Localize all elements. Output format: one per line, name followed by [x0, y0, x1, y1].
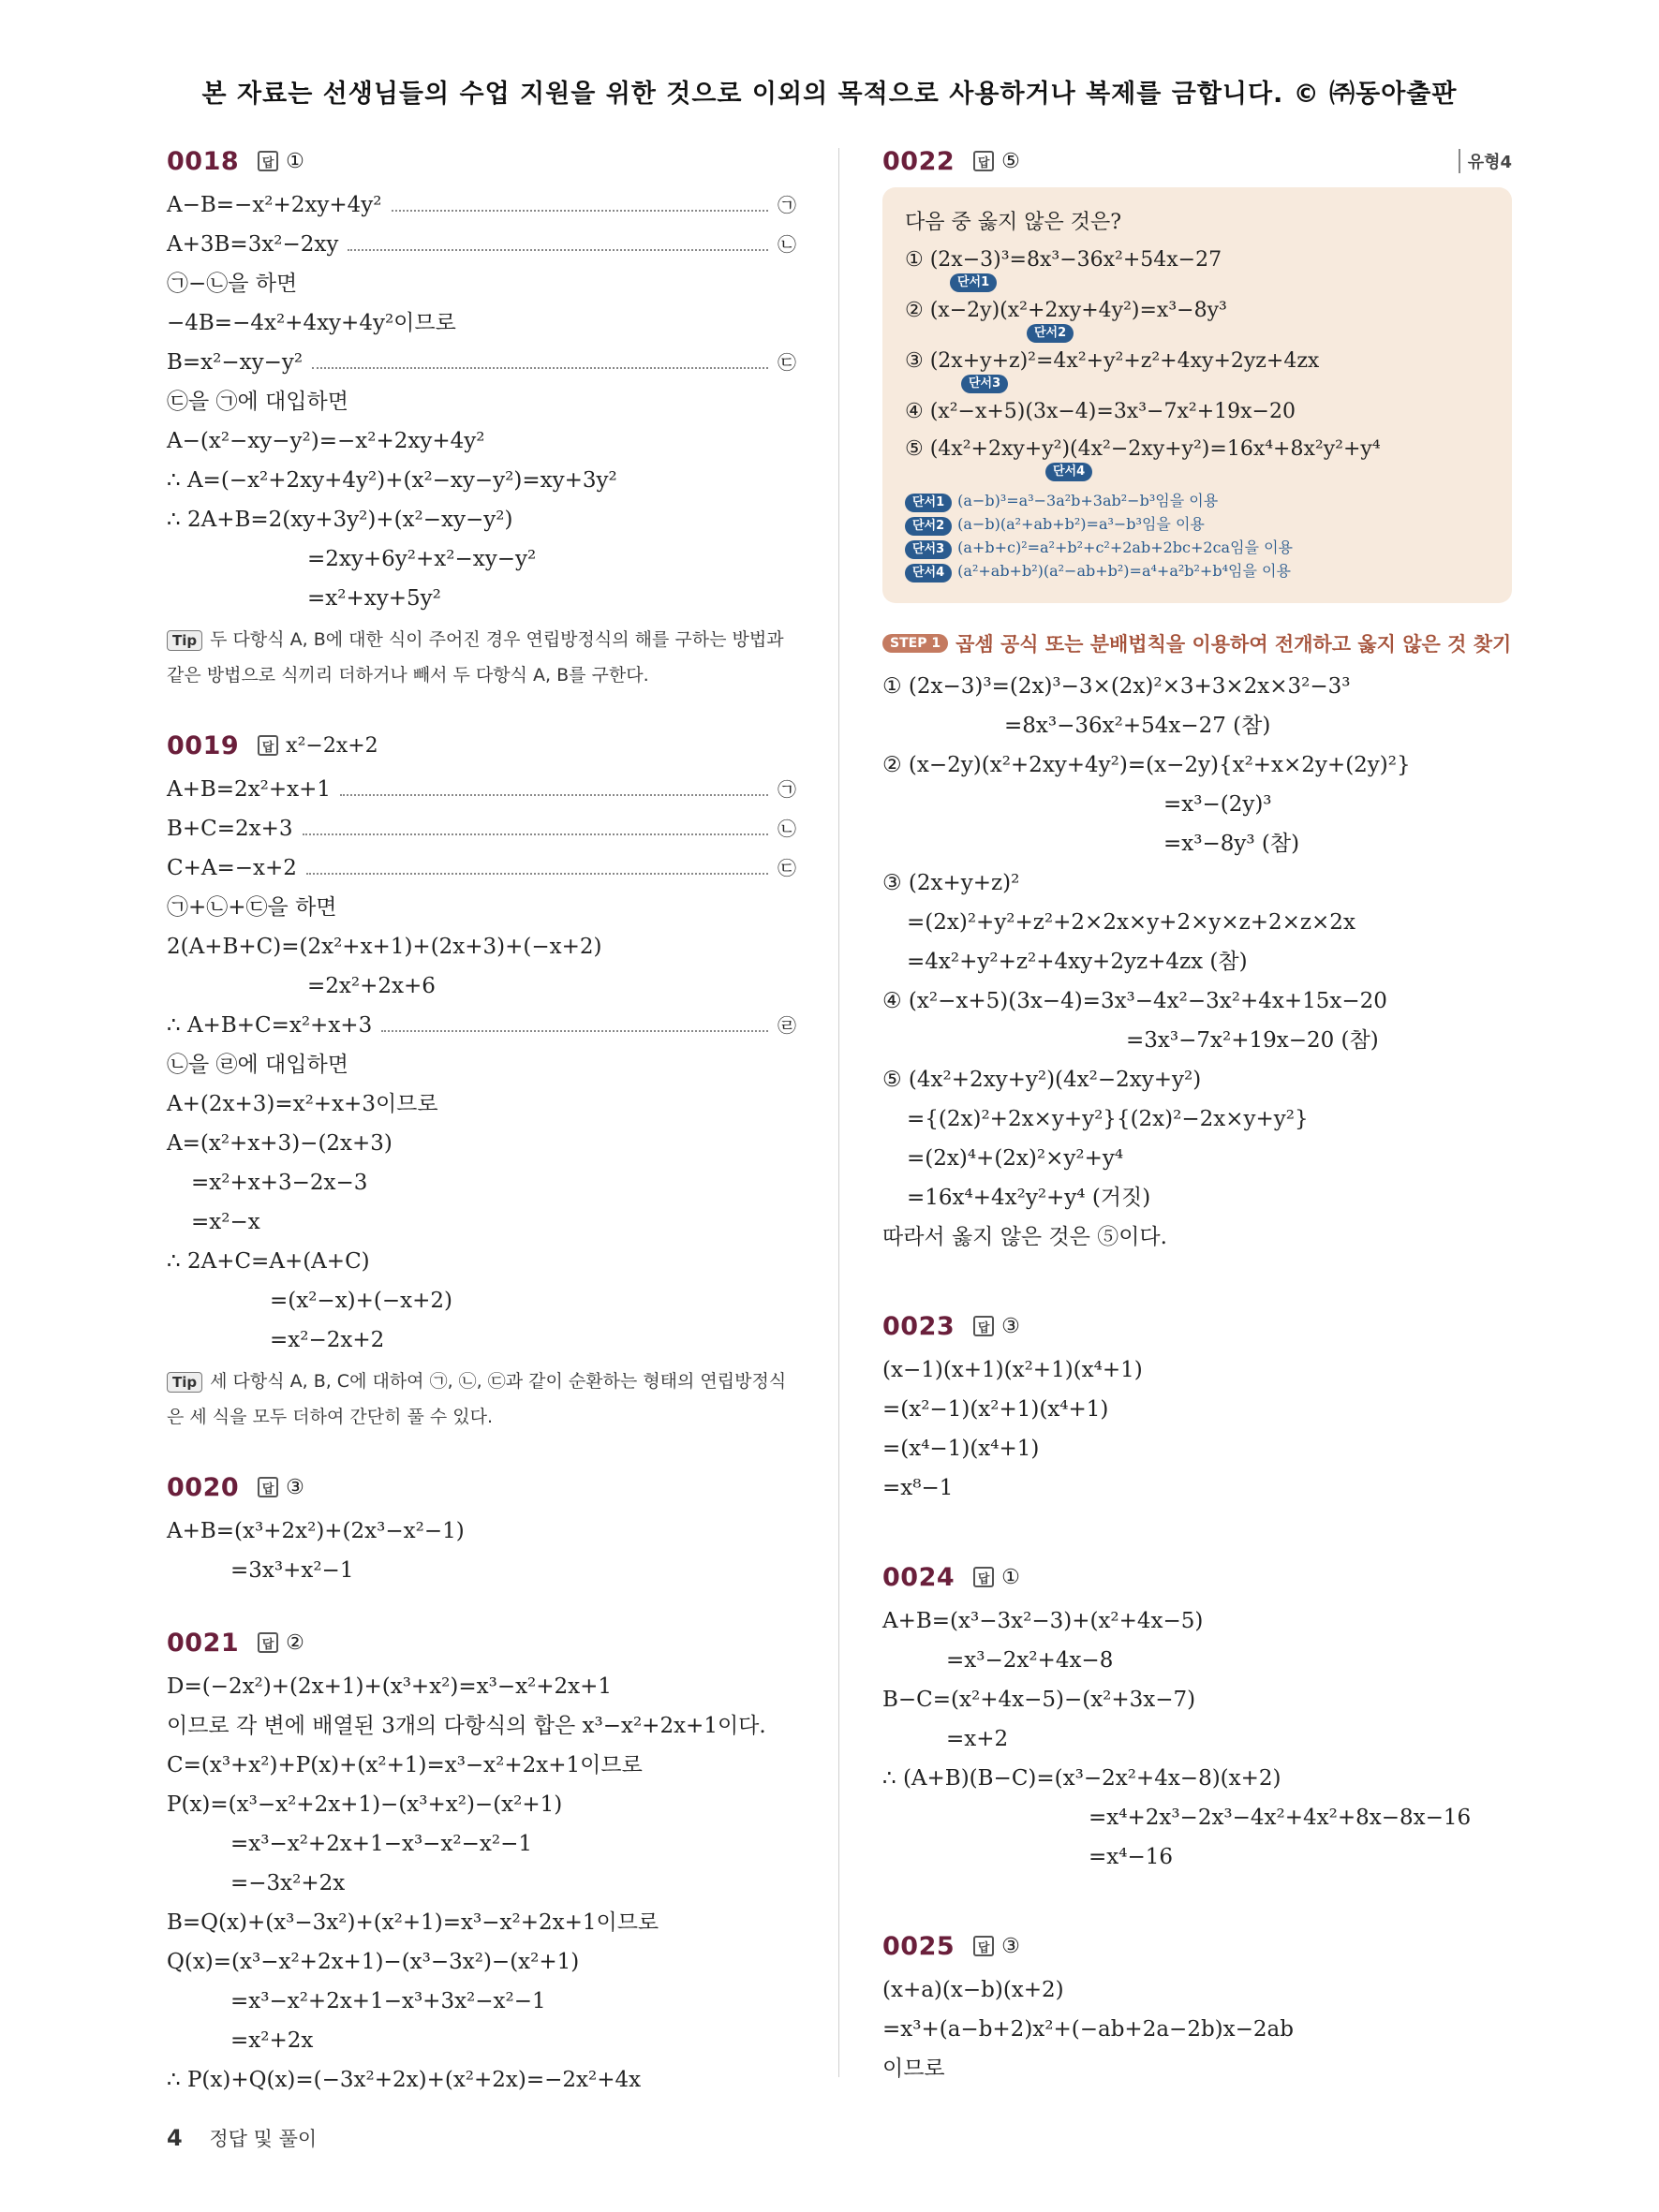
answer-label: 답	[258, 151, 278, 171]
solution-line: ∴ A=(−x²+2xy+4y²)+(x²−xy−y²)=xy+3y²	[167, 468, 617, 493]
problem-number: 0022	[882, 146, 955, 176]
equation-label: ㉡	[778, 818, 796, 840]
leader-dots	[303, 833, 768, 835]
step-heading	[882, 629, 1512, 657]
problem-header	[882, 1925, 1512, 1967]
answer-label: 답	[973, 1567, 994, 1587]
solution-line: =x⁴−16	[1089, 1845, 1174, 1869]
solution-line: (x+a)(x−b)(x+2)	[882, 1978, 1064, 2002]
equation-label: ㉢	[778, 351, 796, 374]
solution-line	[167, 770, 796, 809]
answer-label: 답	[258, 1632, 278, 1653]
hint-item	[905, 512, 1489, 536]
solution-line	[167, 343, 796, 382]
solution-line: =3x³+x²−1	[230, 1558, 354, 1583]
solution-line: P(x)=(x³−x²+2x+1)−(x³+x²)−(x²+1)	[167, 1792, 563, 1817]
solution-line: 2(A+B+C)=(2x²+x+1)+(2x+3)+(−x+2)	[167, 935, 602, 959]
answer-label: 답	[973, 1936, 994, 1956]
leader-dots	[381, 1030, 768, 1032]
problem-number: 0023	[882, 1311, 955, 1341]
solution-line: ㉠+㉡+㉢을 하면	[167, 895, 337, 920]
hint-tag: 단서3	[905, 540, 952, 559]
solution-line: =8x³−36x²+54x−27 (참)	[1004, 714, 1271, 738]
equation-text: ∴ A+B+C=x²+x+3	[167, 1013, 373, 1038]
solution-line: ={(2x)²+2x×y+y²}{(2x)²−2x×y+y²}	[907, 1107, 1309, 1131]
tip-badge: Tip	[167, 1372, 202, 1393]
problem-header	[167, 140, 796, 182]
solution-line: =(2x)²+y²+z²+2×2x×y+2×y×z+2×z×2x	[907, 910, 1355, 935]
problem-0024	[882, 1556, 1512, 1877]
tip-note	[167, 1364, 796, 1435]
problem-number: 0018	[167, 146, 240, 176]
problem-header	[882, 1305, 1512, 1347]
solution-line: =(x⁴−1)(x⁴+1)	[882, 1437, 1040, 1461]
right-column	[882, 140, 1512, 2137]
solution-line: =x³−2x²+4x−8	[946, 1648, 1114, 1673]
answer-label: 답	[258, 1477, 278, 1497]
hint-marker: 단서4	[1045, 463, 1092, 481]
solution-line	[167, 809, 796, 848]
problem-header	[882, 140, 1512, 182]
equation-label: ㉣	[778, 1014, 796, 1037]
answer-value: ③	[1001, 1314, 1020, 1338]
answer-label: 답	[973, 1316, 994, 1336]
solution-line: ④ (x²−x+5)(3x−4)=3x³−4x²−3x²+4x+15x−20	[882, 989, 1387, 1013]
solution-line: =(2x)⁴+(2x)²×y²+y⁴	[907, 1146, 1124, 1171]
solution-line: =−3x²+2x	[230, 1871, 346, 1895]
problem-0018	[167, 140, 796, 693]
equation-text: A−B=−x²+2xy+4y²	[167, 193, 382, 217]
solution-line: =x³−8y³ (참)	[1163, 832, 1300, 856]
hint-item	[905, 489, 1489, 512]
hint-item	[905, 559, 1489, 582]
equation-text: B+C=2x+3	[167, 817, 293, 841]
solution-line: ⑤ (4x²+2xy+y²)(4x²−2xy+y²)	[882, 1068, 1202, 1092]
answer-value: ②	[286, 1630, 304, 1655]
answer-value: ⑤	[1001, 149, 1020, 173]
equation-text: B=x²−xy−y²	[167, 350, 304, 375]
choice-item: ⑤ (4x²+2xy+y²)(4x²−2xy+y²)=16x⁴+8x²y²+y⁴	[905, 437, 1381, 461]
copyright-header: 본 자료는 선생님들의 수업 지원을 위한 것으로 이외의 목적으로 사용하거나 복제를 금합니다. © ㈜동아출판	[201, 80, 1458, 109]
solution-line: =x+2	[946, 1727, 1009, 1751]
hint-tag: 단서2	[905, 517, 952, 536]
hint-item	[905, 536, 1489, 559]
leader-dots	[306, 873, 768, 875]
solution-line	[167, 185, 796, 225]
problem-0019	[167, 725, 796, 1435]
solution-line: 이므로 각 변에 배열된 3개의 다항식의 합은 x³−x²+2x+1이다.	[167, 1714, 766, 1738]
solution-line	[167, 1006, 796, 1045]
problem-header	[167, 1622, 796, 1663]
page-footer	[167, 2124, 317, 2152]
solution-line: =x³−x²+2x+1−x³−x²−x²−1	[230, 1832, 532, 1856]
solution-line: (x−1)(x+1)(x²+1)(x⁴+1)	[882, 1358, 1143, 1382]
problem-type: 유형4	[1459, 149, 1512, 173]
equation-text: A+3B=3x²−2xy	[167, 232, 339, 257]
choice-item: ③ (2x+y+z)²=4x²+y²+z²+4xy+2yz+4zx	[905, 349, 1320, 373]
equation-label: ㉡	[778, 233, 796, 256]
problem-number: 0019	[167, 730, 240, 760]
solution-line	[167, 848, 796, 888]
solution-line: =x⁸−1	[882, 1476, 954, 1500]
solution-line: =x²+x+3−2x−3	[191, 1171, 368, 1195]
solution-line: −4B=−4x²+4xy+4y²이므로	[167, 311, 456, 335]
solution-line: =(x²−1)(x²+1)(x⁴+1)	[882, 1397, 1109, 1422]
solution-line: =x²+xy+5y²	[307, 586, 441, 611]
solution-line: =x²−x	[191, 1210, 260, 1234]
solution-line: A−(x²−xy−y²)=−x²+2xy+4y²	[167, 429, 485, 453]
solution-line: ㉠−㉡을 하면	[167, 272, 298, 296]
footer-title: 정답 및 풀이	[209, 2128, 318, 2150]
solution-line: C=(x³+x²)+P(x)+(x²+1)=x³−x²+2x+1이므로	[167, 1753, 643, 1777]
problem-header	[882, 1556, 1512, 1598]
solution-line: A+(2x+3)=x²+x+3이므로	[167, 1092, 438, 1116]
solution-line: Q(x)=(x³−x²+2x+1)−(x³−3x²)−(x²+1)	[167, 1950, 580, 1974]
equation-label: ㉢	[778, 857, 796, 879]
problem-0025	[882, 1925, 1512, 2088]
leader-dots	[340, 794, 768, 796]
hint-tag: 단서1	[905, 494, 952, 512]
problem-number: 0020	[167, 1472, 240, 1502]
problem-0023	[882, 1305, 1512, 1508]
hint-text: (a+b+c)²=a²+b²+c²+2ab+2bc+2ca임을 이용	[957, 538, 1293, 556]
problem-0021	[167, 1622, 796, 2100]
tip-badge: Tip	[167, 630, 202, 651]
solution-line: ∴ P(x)+Q(x)=(−3x²+2x)+(x²+2x)=−2x²+4x	[167, 2068, 642, 2092]
solution-line: ㉢을 ㉠에 대입하면	[167, 390, 348, 414]
step-title: 곱셈 공식 또는 분배법칙을 이용하여 전개하고 옳지 않은 것 찾기	[955, 633, 1512, 656]
hint-text: (a²+ab+b²)(a²−ab+b²)=a⁴+a²b²+b⁴임을 이용	[957, 562, 1291, 580]
solution-line: ③ (2x+y+z)²	[882, 871, 1020, 895]
choice-item: ② (x−2y)(x²+2xy+4y²)=x³−8y³	[905, 299, 1227, 322]
tip-text: 세 다항식 A, B, C에 대하여 ㉠, ㉡, ㉢과 같이 순환하는 형태의 연립방정식은 세 식을 모두 더하여 간단히 풀 수 있다.	[167, 1371, 787, 1427]
problem-number: 0021	[167, 1628, 240, 1658]
answer-label: 답	[258, 735, 278, 756]
solution-line: 따라서 옳지 않은 것은 ⑤이다.	[882, 1225, 1167, 1249]
problem-header	[167, 725, 796, 766]
problem-0022	[882, 140, 1512, 1257]
answer-value: ③	[286, 1475, 304, 1499]
solution-line	[167, 225, 796, 264]
solution-line: B=Q(x)+(x³−3x²)+(x²+1)=x³−x²+2x+1이므로	[167, 1910, 659, 1935]
hint-text: (a−b)(a²+ab+b²)=a³−b³임을 이용	[957, 515, 1205, 533]
leader-dots	[348, 249, 768, 251]
page-number: 4	[167, 2125, 183, 2151]
equation-text: A+B=2x²+x+1	[167, 777, 332, 802]
answer-label: 답	[973, 151, 994, 171]
hint-marker: 단서1	[950, 273, 997, 292]
answer-value: x²−2x+2	[286, 733, 378, 758]
solution-line: ∴ (A+B)(B−C)=(x³−2x²+4x−8)(x+2)	[882, 1766, 1281, 1791]
solution-line: A+B=(x³−3x²−3)+(x²+4x−5)	[882, 1609, 1204, 1633]
solution-line: =3x³−7x²+19x−20 (참)	[1126, 1028, 1379, 1053]
solution-line: D=(−2x²)+(2x+1)+(x³+x²)=x³−x²+2x+1	[167, 1674, 613, 1699]
leader-dots	[392, 210, 768, 212]
equation-label: ㉠	[778, 194, 796, 216]
hint-marker: 단서3	[961, 375, 1008, 393]
hint-list	[905, 489, 1489, 582]
solution-line: =x²+2x	[230, 2028, 314, 2053]
solution-line: A=(x²+x+3)−(2x+3)	[167, 1131, 393, 1156]
answer-value: ①	[1001, 1565, 1020, 1589]
problem-header	[167, 1467, 796, 1508]
hint-marker: 단서2	[1027, 324, 1074, 343]
solution-line: ② (x−2y)(x²+2xy+4y²)=(x−2y){x²+x×2y+(2y)²}	[882, 753, 1411, 777]
tip-text: 두 다항식 A, B에 대한 식이 주어진 경우 연립방정식의 해를 구하는 방법과 같은 방법으로 식끼리 더하거나 빼서 두 다항식 A, B를 구한다.	[167, 629, 784, 686]
choice-item: ④ (x²−x+5)(3x−4)=3x³−7x²+19x−20	[905, 400, 1296, 423]
question-text: 다음 중 옳지 않은 것은?	[905, 211, 1122, 234]
problem-number: 0024	[882, 1562, 955, 1592]
solution-line: ① (2x−3)³=(2x)³−3×(2x)²×3+3×2x×3²−3³	[882, 674, 1351, 699]
solution-line: =x³−(2y)³	[1163, 792, 1272, 817]
solution-line: =x²−2x+2	[270, 1328, 385, 1352]
solution-line: =2x²+2x+6	[307, 974, 436, 998]
answer-value: ①	[286, 149, 304, 173]
choice-item: ① (2x−3)³=8x³−36x²+54x−27	[905, 248, 1222, 272]
question-box	[882, 187, 1512, 603]
equation-text: C+A=−x+2	[167, 856, 297, 880]
answer-value: ③	[1001, 1934, 1020, 1958]
solution-line: =x³−x²+2x+1−x³+3x²−x²−1	[230, 1989, 546, 2013]
solution-line: ㉡을 ㉣에 대입하면	[167, 1053, 348, 1077]
column-divider	[838, 148, 839, 2077]
problem-number: 0025	[882, 1931, 955, 1961]
solution-line: =(x²−x)+(−x+2)	[270, 1289, 453, 1313]
tip-note	[167, 622, 796, 693]
problem-0020	[167, 1467, 796, 1590]
solution-line: ∴ 2A+C=A+(A+C)	[167, 1249, 370, 1274]
hint-tag: 단서4	[905, 564, 952, 582]
solution-line: =4x²+y²+z²+4xy+2yz+4zx (참)	[907, 950, 1248, 974]
solution-line: =16x⁴+4x²y²+y⁴ (거짓)	[907, 1186, 1151, 1210]
equation-label: ㉠	[778, 778, 796, 801]
hint-text: (a−b)³=a³−3a²b+3ab²−b³임을 이용	[957, 492, 1219, 509]
solution-line: ∴ 2A+B=2(xy+3y²)+(x²−xy−y²)	[167, 508, 513, 532]
solution-line: 이므로	[882, 2057, 945, 2081]
solution-line: A+B=(x³+2x²)+(2x³−x²−1)	[167, 1519, 465, 1543]
solution-line: =2xy+6y²+x²−xy−y²	[307, 547, 537, 571]
leader-dots	[312, 367, 768, 369]
solution-line: B−C=(x²+4x−5)−(x²+3x−7)	[882, 1688, 1196, 1712]
step-badge: STEP 1	[882, 634, 948, 653]
left-column	[167, 140, 796, 2131]
solution-line: =x³+(a−b+2)x²+(−ab+2a−2b)x−2ab	[882, 2017, 1294, 2042]
solution-line: =x⁴+2x³−2x³−4x²+4x²+8x−8x−16	[1089, 1806, 1472, 1830]
